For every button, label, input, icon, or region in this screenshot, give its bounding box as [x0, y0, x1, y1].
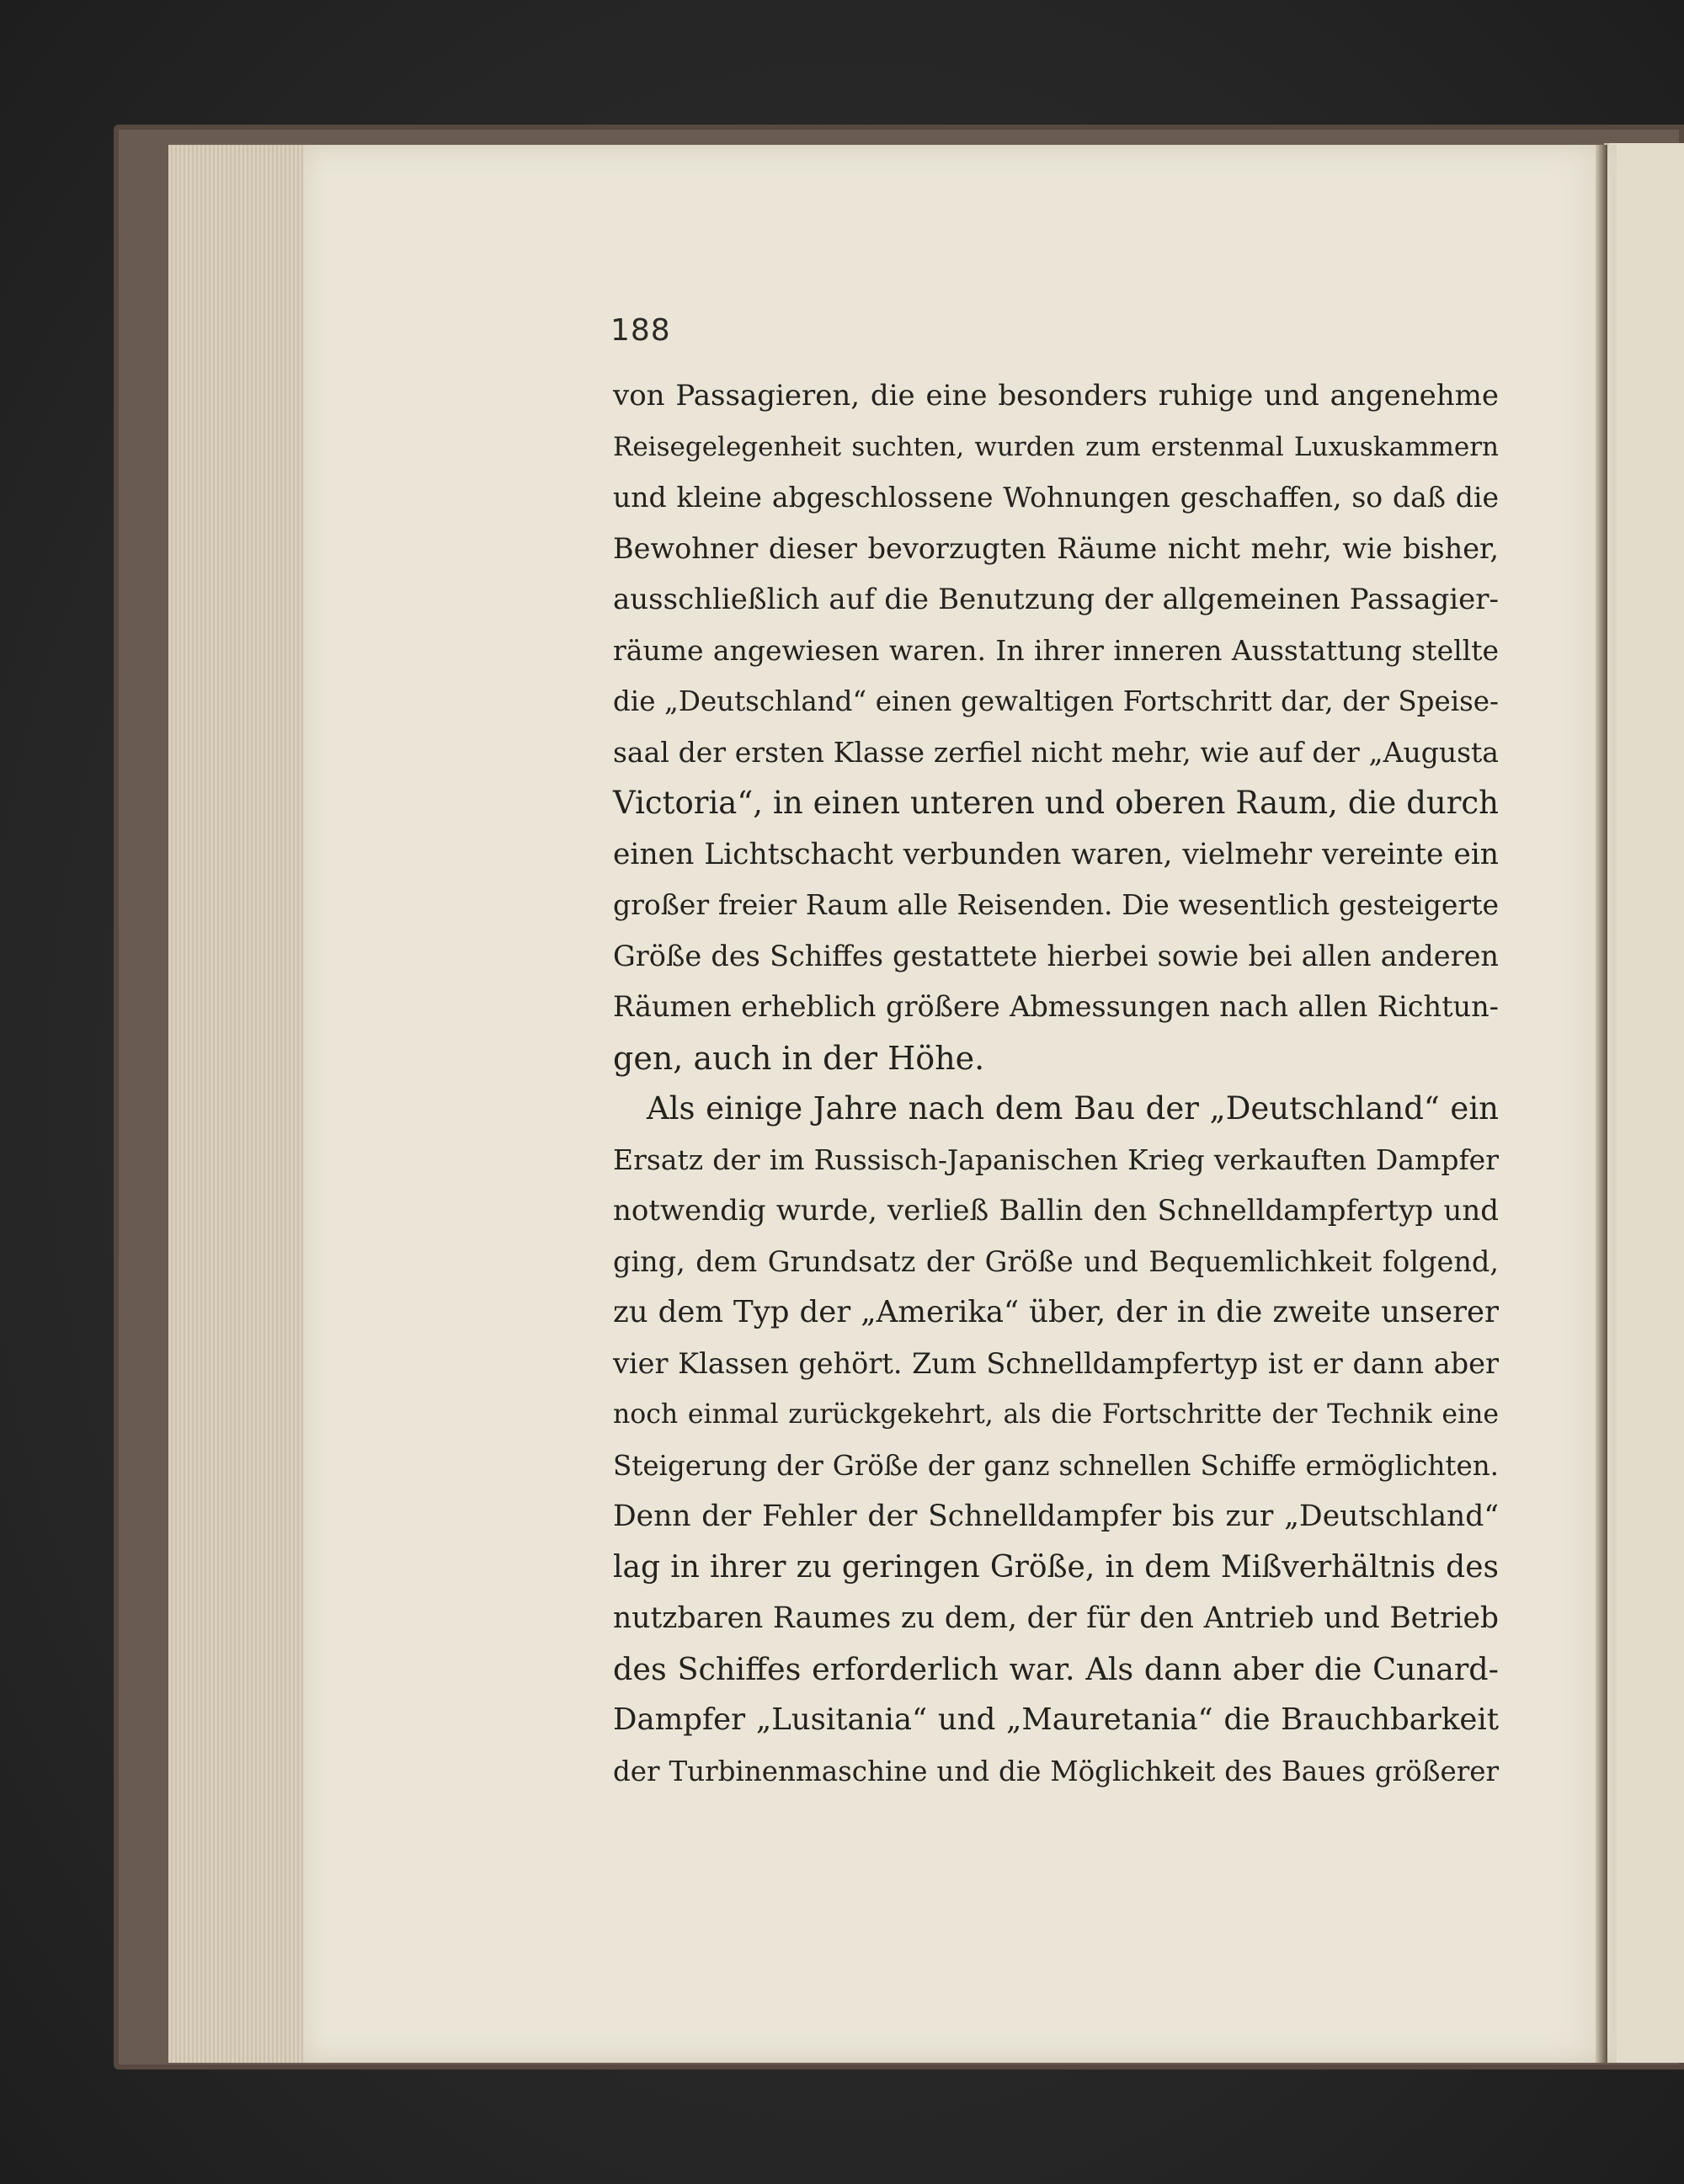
- text-line: Victoria“, in einen unteren und oberen Raum, die durch: [613, 785, 1499, 821]
- text-line: Ersatz der im Russisch-Japanischen Krieg verkauften Dampfer: [613, 1143, 1499, 1176]
- text-line: zu dem Typ der „Amerika“ über, der in die zweite unserer: [613, 1295, 1499, 1329]
- book-gutter: [1596, 145, 1607, 2063]
- text-line: der Turbinenmaschine und die Möglichkeit des Baues größerer: [613, 1755, 1499, 1787]
- text-line: lag in ihrer zu geringen Größe, in dem Mißverhältnis des: [613, 1549, 1499, 1585]
- text-line: des Schiffes erforderlich war. Als dann aber die Cunard-: [613, 1650, 1499, 1687]
- text-line: von Passagieren, die eine besonders ruhige und angenehme: [613, 379, 1499, 413]
- text-line: großer freier Raum alle Reisenden. Die wesentlich gesteigerte: [613, 888, 1499, 921]
- text-line: Dampfer „Lusitania“ und „Mauretania“ die Brauchbarkeit: [613, 1702, 1499, 1737]
- text-line: Denn der Fehler der Schnelldampfer bis zur „Deutschland“: [613, 1500, 1499, 1533]
- text-line: einen Lichtschacht verbunden waren, vielmehr vereinte ein: [613, 837, 1499, 871]
- text-line: Größe des Schiffes gestattete hierbei sowie bei allen anderen: [613, 939, 1499, 972]
- text-line: ausschließlich auf die Benutzung der allgemeinen Passagier-: [613, 583, 1499, 616]
- text-line: und kleine abgeschlossene Wohnungen geschaffen, so daß die: [613, 481, 1499, 514]
- page-number: 188: [610, 313, 671, 348]
- text-line: vier Klassen gehört. Zum Schnelldampfertyp ist er dann aber: [613, 1346, 1499, 1380]
- text-line: Steigerung der Größe der ganz schnellen Schiffe ermöglichten.: [613, 1449, 1499, 1482]
- text-line: nutzbaren Raumes zu dem, der für den Antrieb und Betrieb: [613, 1601, 1499, 1635]
- text-line: saal der ersten Klasse zerfiel nicht mehr, wie auf der „Augusta: [613, 735, 1499, 769]
- text-line: die „Deutschland“ einen gewaltigen Fortschritt dar, der Speise-: [613, 685, 1499, 717]
- page-block-edge: [168, 145, 310, 2063]
- text-line: Räumen erheblich größere Abmessungen nach allen Richtun-: [613, 990, 1499, 1023]
- text-line: gen, auch in der Höhe.: [613, 1039, 985, 1077]
- text-line: notwendig wurde, verließ Ballin den Schnelldampfertyp und: [613, 1194, 1499, 1228]
- body-text: [613, 370, 1499, 1797]
- text-line: noch einmal zurückgekehrt, als die Fortschritte der Technik eine: [613, 1399, 1499, 1430]
- paragraph-start-line: Als einige Jahre nach dem Bau der „Deutschland“ ein: [647, 1090, 1499, 1127]
- text-line: ging, dem Grundsatz der Größe und Bequemlichkeit folgend,: [613, 1244, 1499, 1278]
- text-line: Bewohner dieser bevorzugten Räume nicht mehr, wie bisher,: [613, 531, 1499, 565]
- text-line: Reisegelegenheit suchten, wurden zum erstenmal Luxuskammern: [613, 431, 1499, 462]
- text-line: räume angewiesen waren. In ihrer inneren Ausstattung stellte: [613, 633, 1499, 667]
